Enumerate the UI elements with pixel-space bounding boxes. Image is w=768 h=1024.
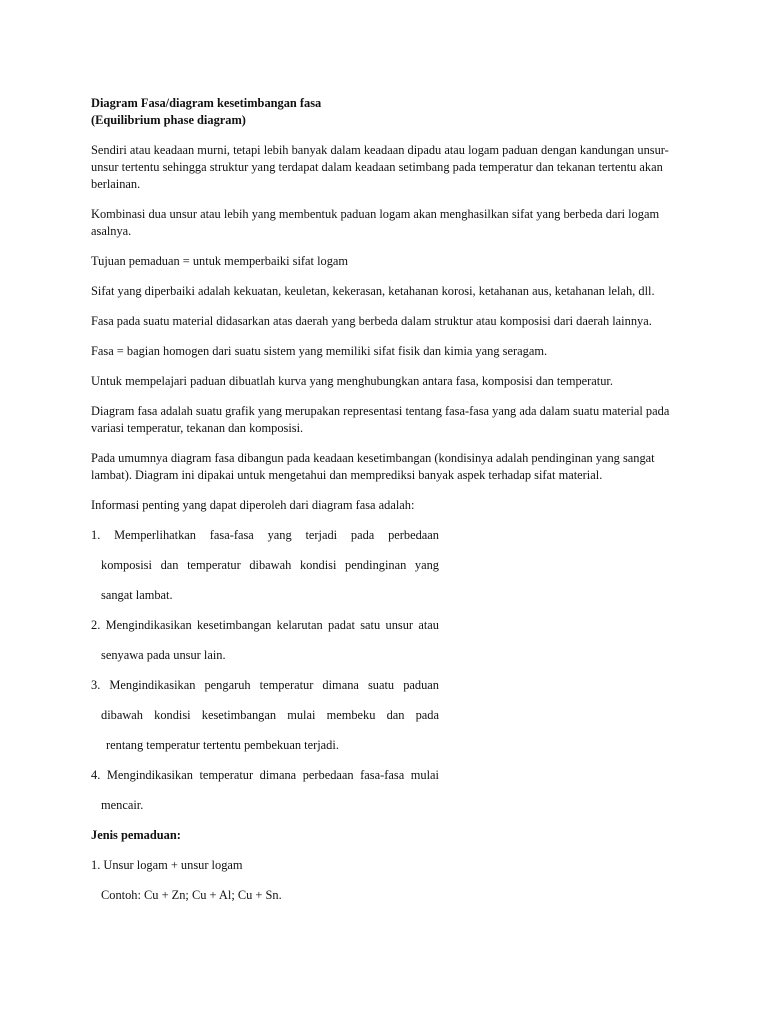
paragraph-fasa-material: Fasa pada suatu material didasarkan atas daerah yang berbeda dalam struktur atau komposisi dari daerah lainnya. [91,314,652,328]
jenis-example: Contoh: Cu + Zn; Cu + Al; Cu + Sn. [101,888,282,902]
document-title [91,95,691,129]
paragraph-sifat: Sifat yang diperbaiki adalah kekuatan, keuletan, kekerasan, ketahanan korosi, ketahanan aus, ketahanan lelah, dll. [91,284,655,298]
list-item-3-line-3: rentang temperatur tertentu pembekuan terjadi. [106,738,339,752]
list-item-4-line-2: mencair. [101,798,144,812]
paragraph-tujuan: Tujuan pemaduan = untuk memperbaiki sifat logam [91,254,349,268]
list-item-2-line-2: senyawa pada unsur lain. [101,648,226,662]
jenis-item-1: 1. Unsur logam + unsur logam [91,858,243,872]
document-page [91,95,691,917]
list-item-1-line-2: komposisi dan temperatur dibawah kondisi pendinginan yang [101,558,439,572]
jenis-pemaduan-heading: Jenis pemaduan: [91,828,181,842]
title-line-2: (Equilibrium phase diagram) [91,113,246,127]
paragraph-intro: Sendiri atau keadaan murni, tetapi lebih banyak dalam keadaan dipadu atau logam paduan dengan kandungan unsur-unsur tertentu sehingga struktur yang terdapat dalam keadaan setimbang pada temperatur dan tekanan tertentu akan berlainan. [91,143,669,191]
paragraph-kombinasi: Kombinasi dua unsur atau lebih yang membentuk paduan logam akan menghasilkan sifat yang berbeda dari logam asalnya. [91,207,660,238]
paragraph-kurva: Untuk mempelajari paduan dibuatlah kurva yang menghubungkan antara fasa, komposisi dan temperatur. [91,374,613,388]
paragraph-fasa-definition: Fasa = bagian homogen dari suatu sistem yang memiliki sifat fisik dan kimia yang seragam. [91,344,548,358]
paragraph-diagram-fasa: Diagram fasa adalah suatu grafik yang merupakan representasi tentang fasa-fasa yang ada dalam suatu material pada variasi temperatur, tekanan dan komposisi. [91,404,670,435]
paragraph-kesetimbangan: Pada umumnya diagram fasa dibangun pada keadaan kesetimbangan (kondisinya adalah pendinginan yang sangat lambat). Diagram ini dipakai untuk mengetahui dan memprediksi banyak aspek terhadap sifat material. [91,451,655,482]
paragraph-informasi: Informasi penting yang dapat diperoleh dari diagram fasa adalah: [91,498,415,512]
list-item-4-line-1: 4. Mengindikasikan temperatur dimana perbedaan fasa-fasa mulai [91,768,439,782]
list-item-3-line-1: 3. Mengindikasikan pengaruh temperatur dimana suatu paduan [91,678,439,692]
list-item-2-line-1: 2. Mengindikasikan kesetimbangan kelarutan padat satu unsur atau [91,618,439,632]
title-line-1: Diagram Fasa/diagram kesetimbangan fasa [91,96,322,110]
list-item-3-line-2: dibawah kondisi kesetimbangan mulai membeku dan pada [101,708,439,722]
information-list [91,527,439,827]
list-item-1-line-1: 1. Memperlihatkan fasa-fasa yang terjadi pada perbedaan [91,528,439,542]
list-item-1-line-3: sangat lambat. [101,588,173,602]
